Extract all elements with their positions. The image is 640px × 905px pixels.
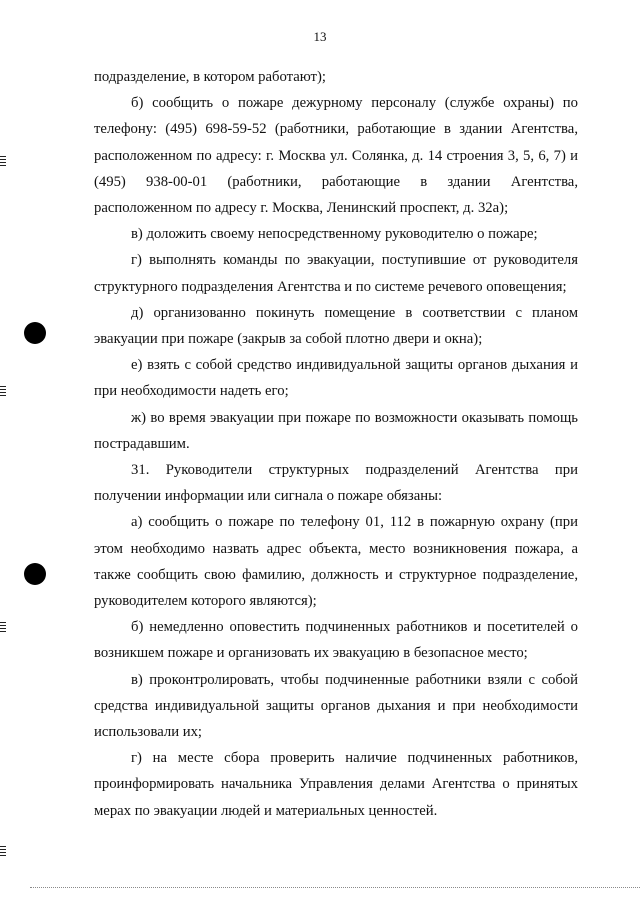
- punch-hole: [24, 563, 46, 585]
- paragraph-item-g-check-attendance: г) на месте сбора проверить наличие подчиненных работников, проинформировать начальника Управления делами Агентства о принятых мерах по эвакуации людей и материальных ценностей.: [94, 750, 578, 819]
- scan-edge-mark: [0, 622, 6, 634]
- document-body: [94, 64, 578, 824]
- paragraph-item-b-notify-security: б) сообщить о пожаре дежурному персоналу (службе охраны) по телефону: (495) 698-59-52 (работники, работающие в здании Агентства, расположенном по адресу: г. Москва ул. Солянка, д. 14 строения 3, 5, 6, 7) и (495) 938-00-01 (работники, работающие в здании Агентства, расположенном по адресу г. Москва, Ленинский проспект, д. 32а);: [94, 95, 578, 217]
- paragraph-item-v-check-equipment: в) проконтролировать, чтобы подчиненные работники взяли с собой средства индивидуальной защиты органов дыхания и при необходимости использовали их;: [94, 671, 578, 741]
- page-number: 13: [313, 29, 327, 44]
- paragraph-item-a-call-fire-service: а) сообщить о пожаре по телефону 01, 112 в пожарную охрану (при этом необходимо назвать адрес объекта, место возникновения пожара, а также сообщить свою фамилию, должность и структурное подразделение, руководителем которого являются);: [94, 514, 578, 610]
- paragraph-clause-31: 31. Руководители структурных подразделений Агентства при получении информации или сигнала о пожаре обязаны:: [94, 462, 578, 505]
- punch-hole: [24, 322, 46, 344]
- page-bottom-edge: [30, 887, 640, 888]
- scan-edge-mark: [0, 156, 6, 168]
- paragraph-item-zh-help-victims: ж) во время эвакуации при пожаре по возможности оказывать помощь пострадавшим.: [94, 409, 578, 452]
- paragraph-item-d-leave-premises: д) организованно покинуть помещение в соответствии с планом эвакуации при пожаре (закрыв за собой плотно двери и окна);: [94, 304, 578, 348]
- paragraph-item-e-protective-equipment: е) взять с собой средство индивидуальной защиты органов дыхания и при необходимости надеть его;: [94, 357, 578, 400]
- scan-edge-mark: [0, 386, 6, 398]
- scan-edge-mark: [0, 846, 6, 858]
- paragraph-item-b-alert-staff: б) немедленно оповестить подчиненных работников и посетителей о возникшем пожаре и организовать их эвакуацию в безопасное место;: [94, 619, 578, 662]
- paragraph-item-g-follow-commands: г) выполнять команды по эвакуации, поступившие от руководителя структурного подразделения Агентства и по системе речевого оповещения;: [94, 252, 578, 295]
- paragraph-item-v-report-supervisor: в) доложить своему непосредственному руководителю о пожаре;: [131, 226, 538, 243]
- paragraph-continuation: подразделение, в котором работают);: [94, 69, 326, 85]
